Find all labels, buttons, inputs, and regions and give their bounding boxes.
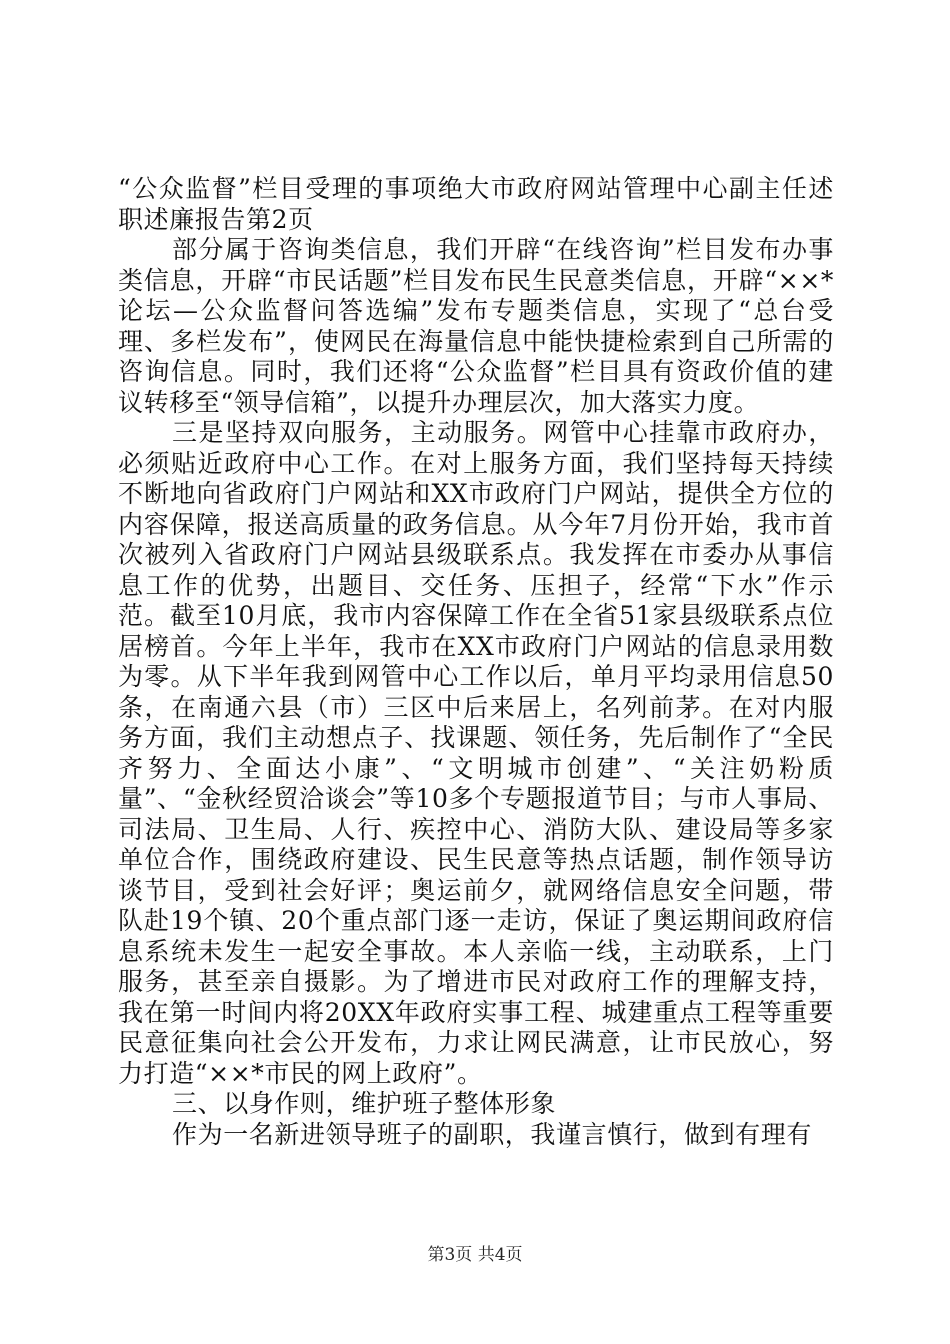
document-title: “公众监督”栏目受理的事项绝大市政府网站管理中心副主任述职述廉报告第2页: [118, 174, 834, 234]
paragraph-3: 作为一名新进领导班子的副职，我谨言慎行，做到有理有: [172, 1119, 813, 1149]
section-heading: 三、以身作则，维护班子整体形象: [172, 1089, 557, 1118]
page-footer: 第3页 共4页: [427, 1245, 523, 1265]
paragraph-2: 三是坚持双向服务，主动服务。网管中心挂靠市政府办，必须贴近政府中心工作。在对上服务方面，我们坚持每天持续不断地向省政府门户网站和XX市政府门户网站，提供全方位的内容保障，报送高质量的政务信息。从今年7月份开始，我市首次被列入省政府门户网站县级联系点。我发挥在市委办从事信息工作的优势，出题目、交任务、压担子，经常“下水”作示范。截至10月底，我市内容保障工作在全省51家县级联系点位居榜首。今年上半年，我市在XX市政府门户网站的信息录用数为零。从下半年我到网管中心工作以后，单月平均录用信息50条，在南通六县（市）三区中后来居上，名列前茅。在对内服务方面，我们主动想点子、找课题、领任务，先后制作了“全民齐努力、全面达小康”、“文明城市创建”、“关注奶粉质量”、“金秋经贸洽谈会”等10多个专题报道节目；与市人事局、司法局、卫生局、人行、疾控中心、消防大队、建设局等多家单位合作，围绕政府建设、民生民意等热点话题，制作领导访谈节目，受到社会好评；奥运前夕，就网络信息安全问题，带队赴19个镇、20个重点部门逐一走访，保证了奥运期间政府信息系统未发生一起安全事故。本人亲临一线，主动联系，上门服务，甚至亲自摄影。为了增进市民对政府工作的理解支持，我在第一时间内将20XX年政府实事工程、城建重点工程等重要民意征集向社会公开发布，力求让网民满意，让市民放心，努力打造“××*市民的网上政府”。: [118, 418, 834, 1088]
paragraph-1: 部分属于咨询类信息，我们开辟“在线咨询”栏目发布办事类信息，开辟“市民话题”栏目发布民生民意类信息，开辟“××*论坛—公众监督问答选编”发布专题类信息，实现了“总台受理、多栏发布”，使网民在海量信息中能快捷检索到自己所需的咨询信息。同时，我们还将“公众监督”栏目具有资政价值的建议转移至“领导信箱”，以提升办理层次，加大落实力度。: [118, 235, 834, 417]
document-body: [118, 174, 834, 1150]
